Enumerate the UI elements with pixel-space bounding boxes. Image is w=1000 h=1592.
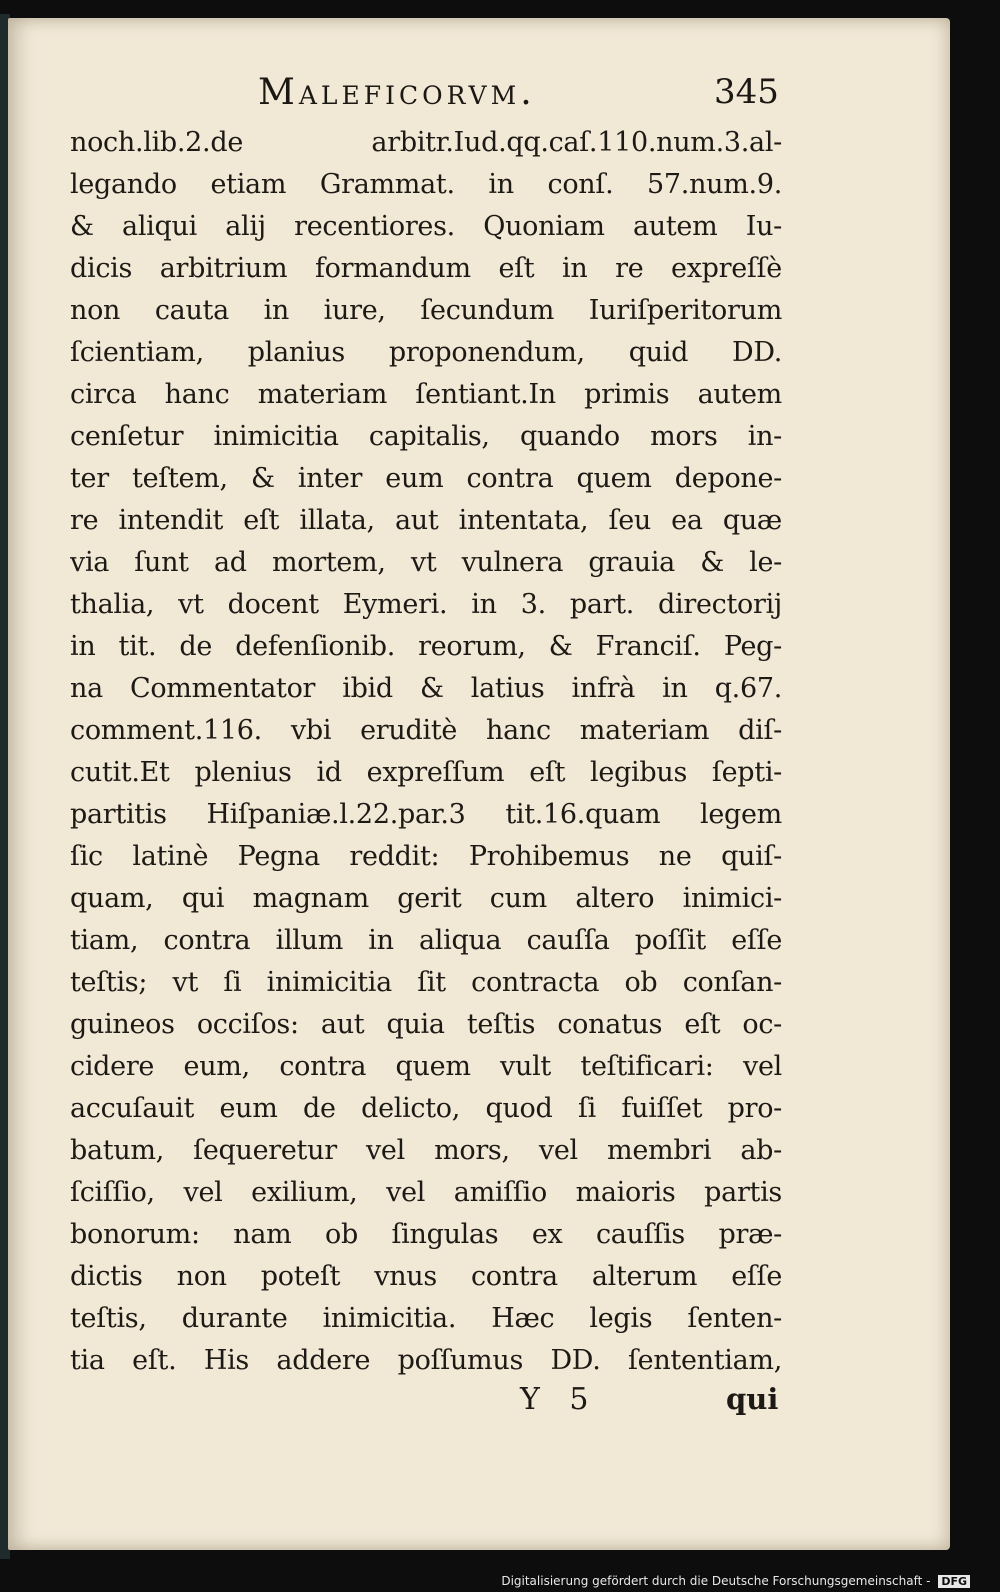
page-number: 345 bbox=[714, 72, 779, 112]
text-line: ſcientiam, planius proponendum, quid DD. bbox=[70, 337, 782, 368]
text-line: cenſetur inimicitia capitalis, quando mors in- bbox=[70, 421, 782, 452]
text-line: ſic latinè Pegna reddit: Prohibemus ne quiſ- bbox=[70, 841, 782, 872]
text-line: dicis arbitrium formandum eſt in re expreſſè bbox=[70, 253, 782, 284]
text-line: guineos occiſos: aut quia teſtis conatus eſt oc- bbox=[70, 1009, 782, 1040]
text-block bbox=[70, 122, 782, 1382]
catchword: qui bbox=[726, 1382, 779, 1416]
text-line: batum, ſequeretur vel mors, vel membri ab- bbox=[70, 1135, 782, 1166]
text-line: teſtis, durante inimicitia. Hæc legis ſenten- bbox=[70, 1303, 782, 1334]
text-line: via ſunt ad mortem, vt vulnera grauia & le- bbox=[70, 547, 782, 578]
text-line: dictis non poteſt vnus contra alterum eſſe bbox=[70, 1261, 782, 1292]
text-line: thalia, vt docent Eymeri. in 3. part. directorij bbox=[70, 589, 782, 620]
text-line: tiam, contra illum in aliqua cauſſa poſſit eſſe bbox=[70, 925, 782, 956]
dfg-logo: DFG bbox=[938, 1575, 970, 1588]
text-line: in tit. de defenſionib. reorum, & Franciſ. Peg- bbox=[70, 631, 782, 662]
text-line: bonorum: nam ob ſingulas ex cauſſis præ- bbox=[70, 1219, 782, 1250]
text-line: & aliqui alij recentiores. Quoniam autem Iu- bbox=[70, 211, 782, 242]
text-line: quam, qui magnam gerit cum altero inimici- bbox=[70, 883, 782, 914]
text-line: cidere eum, contra quem vult teſtificari: vel bbox=[70, 1051, 782, 1082]
text-line: accuſauit eum de delicto, quod ſi fuiſſet pro- bbox=[70, 1093, 782, 1124]
text-line: teſtis; vt ſi inimicitia ſit contracta ob conſan- bbox=[70, 967, 782, 998]
text-line: non cauta in iure, ſecundum Iuriſperitorum bbox=[70, 295, 782, 326]
text-line: legando etiam Grammat. in conſ. 57.num.9. bbox=[70, 169, 782, 200]
text-line: re intendit eſt illata, aut intentata, ſeu ea quæ bbox=[70, 505, 782, 536]
text-line: noch.lib.2.de arbitr.Iud.qq.caſ.110.num.3.al- bbox=[70, 127, 782, 158]
digitization-credit bbox=[501, 1574, 970, 1588]
text-line: tia eſt. His addere poſſumus DD. ſententiam, bbox=[70, 1345, 782, 1376]
text-line: comment.116. vbi eruditè hanc materiam diſ- bbox=[70, 715, 782, 746]
page-footer bbox=[8, 1382, 950, 1426]
text-line: na Commentator ibid & latius infrà in q.67. bbox=[70, 673, 782, 704]
book-page bbox=[8, 18, 950, 1550]
text-line: ſciſſio, vel exilium, vel amiſſio maioris partis bbox=[70, 1177, 782, 1208]
text-line: circa hanc materiam ſentiant.In primis autem bbox=[70, 379, 782, 410]
text-line: partitis Hiſpaniæ.l.22.par.3 tit.16.quam legem bbox=[70, 799, 782, 830]
text-line: cutit.Et plenius id expreſſum eſt legibus ſepti- bbox=[70, 757, 782, 788]
credit-text: Digitalisierung gefördert durch die Deutsche Forschungsgemeinschaft - bbox=[501, 1574, 931, 1588]
signature-mark: Y 5 bbox=[520, 1382, 599, 1417]
text-line: ter teſtem, & inter eum contra quem depone- bbox=[70, 463, 782, 494]
running-title: Maleficorvm. bbox=[258, 72, 536, 113]
page-header bbox=[8, 68, 950, 118]
